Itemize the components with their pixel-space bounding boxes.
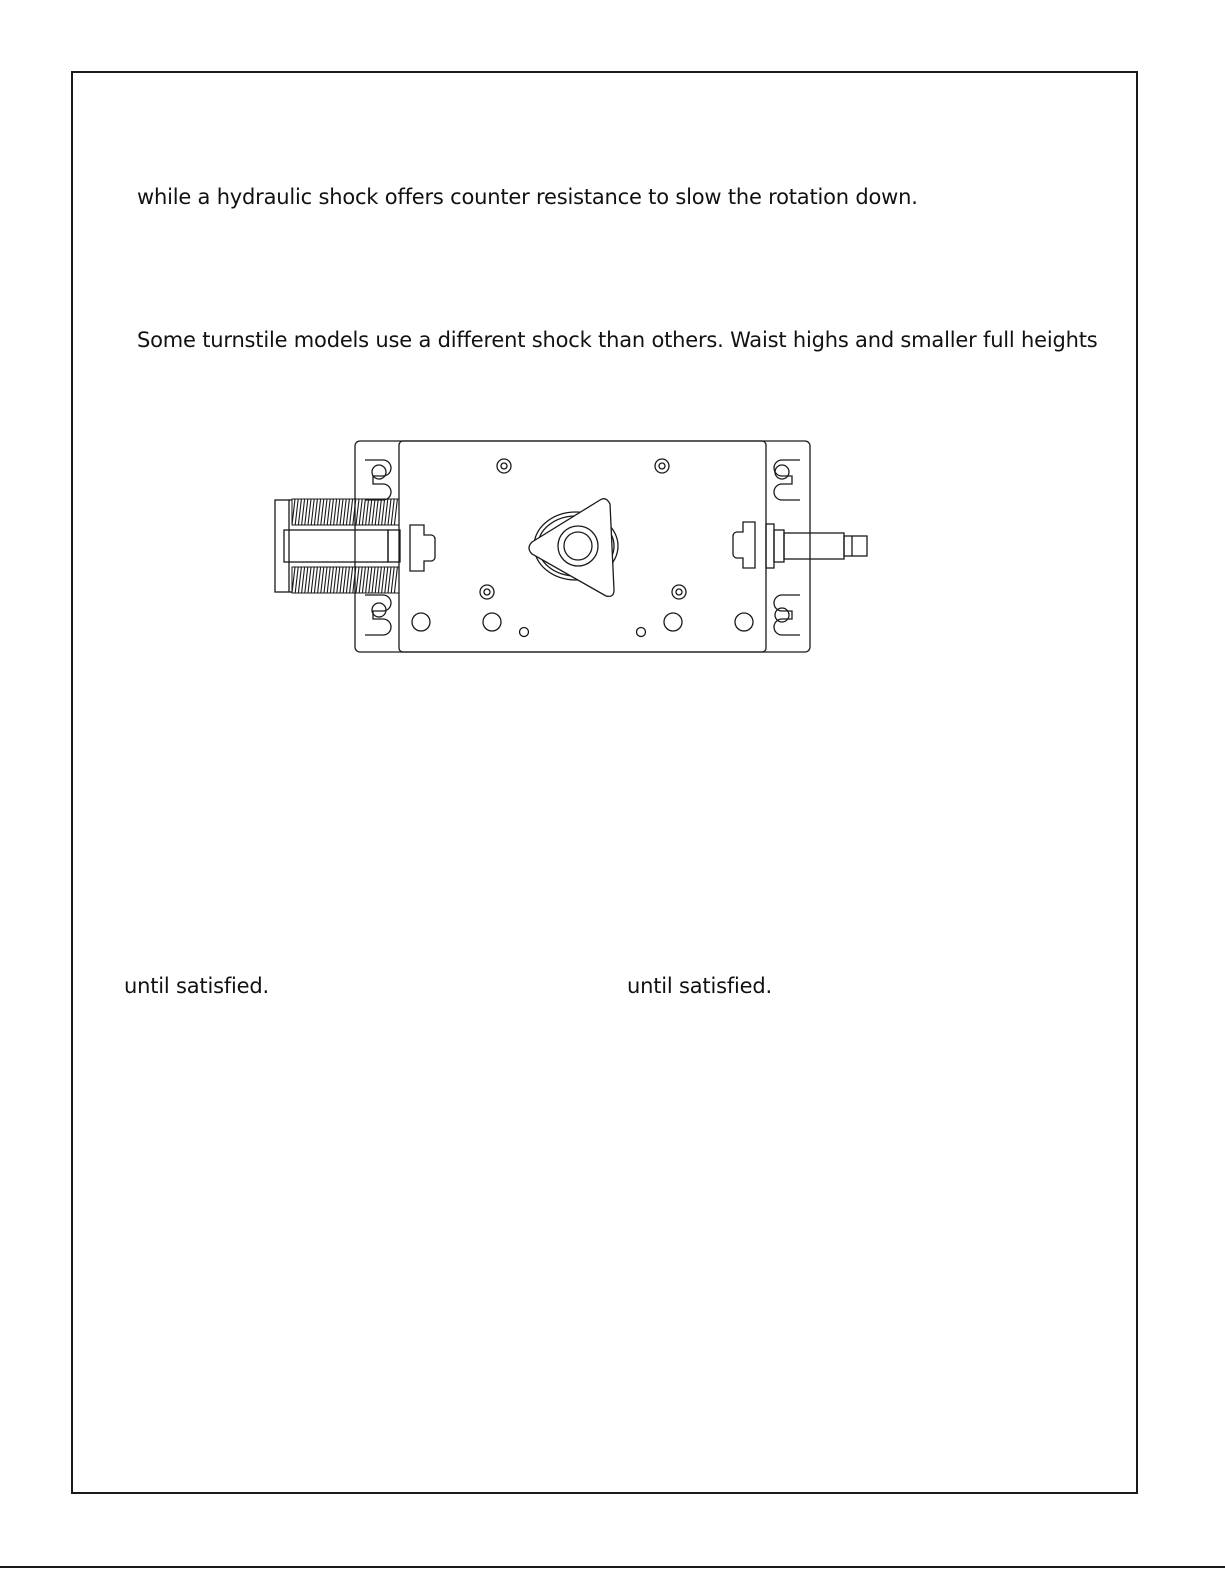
caption-right: until satisfied. <box>627 974 772 998</box>
hole-4 <box>637 628 646 637</box>
shock-rod <box>784 533 844 559</box>
screw-top-left <box>497 459 511 473</box>
left-slot-bottom <box>365 595 391 635</box>
hole-2 <box>483 613 501 631</box>
page-border <box>71 71 1138 1494</box>
hole-3 <box>520 628 529 637</box>
hole-6 <box>735 613 753 631</box>
caption-left: until satisfied. <box>124 974 269 998</box>
left-hole-bottom <box>372 603 386 617</box>
hole-5 <box>664 613 682 631</box>
body-text-line-1: while a hydraulic shock offers counter resistance to slow the rotation down. <box>137 185 918 209</box>
shock-collar <box>766 524 774 568</box>
spring-bracket <box>275 500 289 592</box>
right-hole-bottom <box>775 608 789 622</box>
screw-bottom-left <box>480 585 494 599</box>
left-slot-top <box>365 460 391 500</box>
hole-1 <box>412 613 430 631</box>
shock-assembly-diagram <box>270 430 880 660</box>
latch-right <box>733 522 755 568</box>
latch-left <box>410 525 435 571</box>
right-hole-top <box>775 465 789 479</box>
shock-tip <box>844 536 867 556</box>
page-bottom-edge <box>0 1566 1225 1568</box>
right-slot-bottom <box>774 595 800 635</box>
screw-bottom-right <box>672 585 686 599</box>
left-hole-top <box>372 465 386 479</box>
cam-triangle <box>529 499 614 597</box>
spring-rod <box>284 530 388 562</box>
body-text-line-2: Some turnstile models use a different shock than others. Waist highs and smaller full heights <box>137 328 1098 352</box>
screw-top-right <box>655 459 669 473</box>
